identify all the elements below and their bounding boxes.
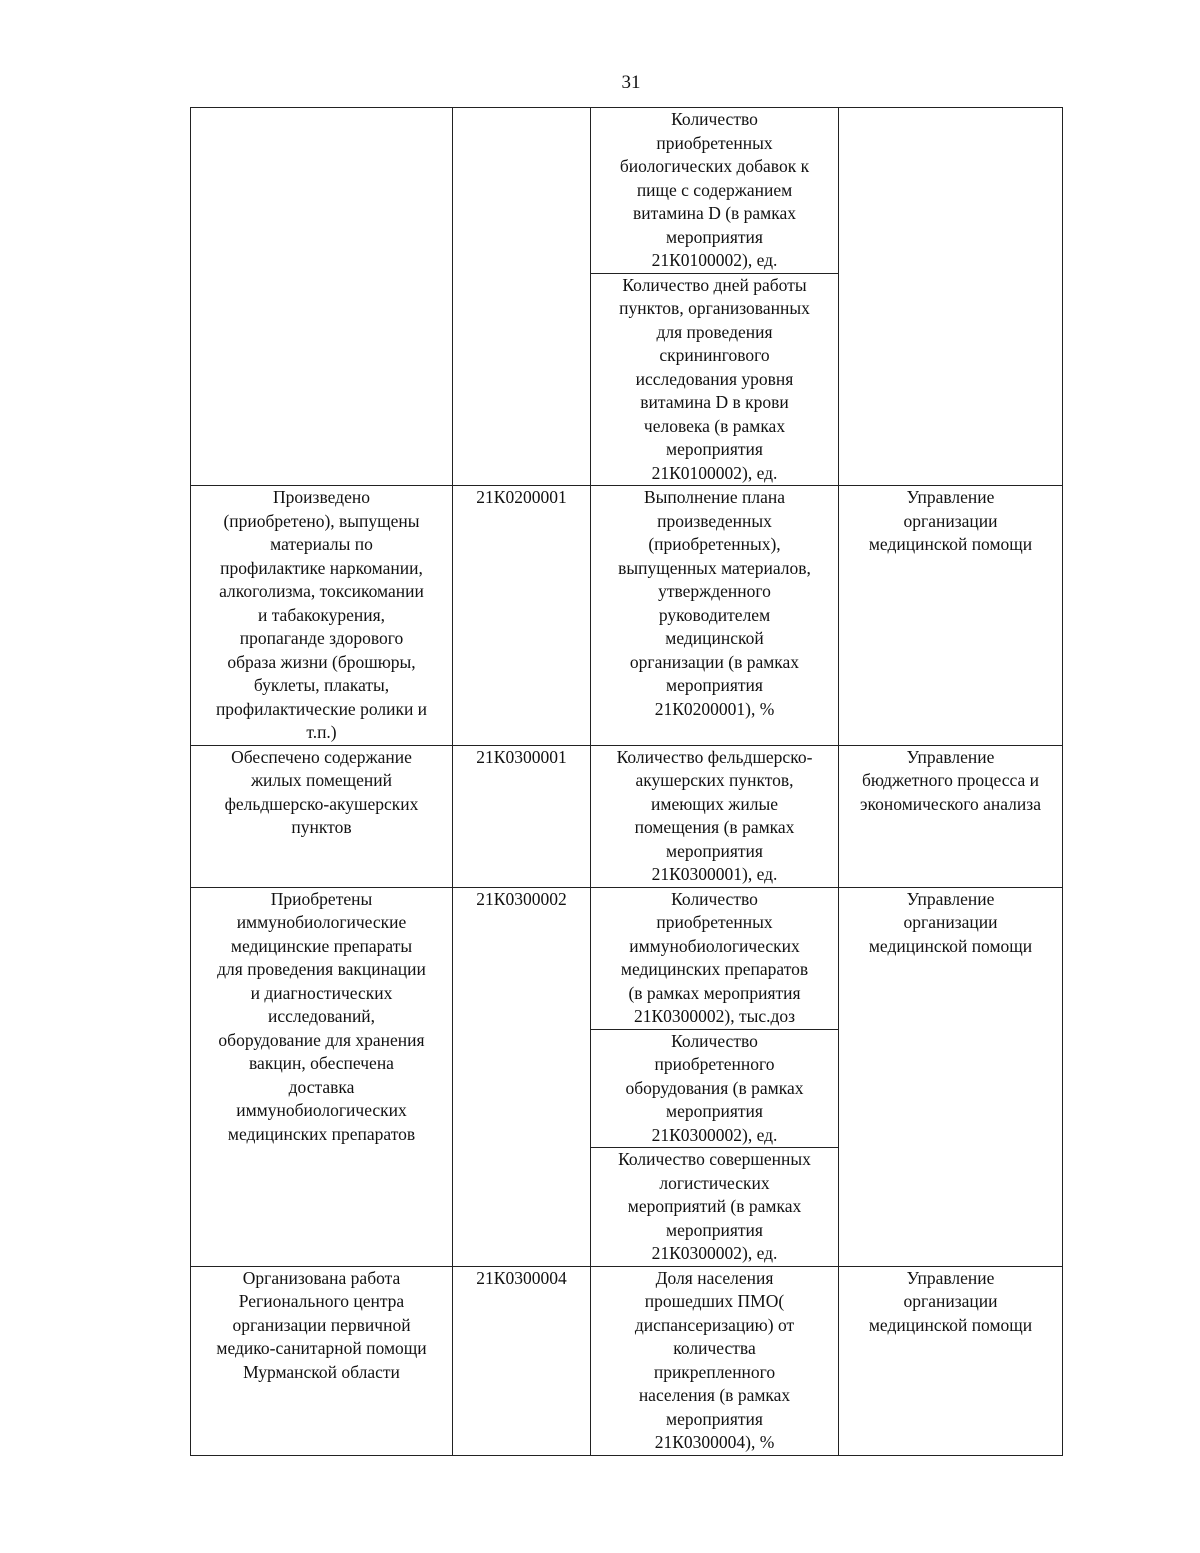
code-cell: 21К0300004 — [453, 1266, 591, 1455]
table-row — [191, 108, 1063, 486]
page-number: 31 — [621, 72, 641, 93]
code-cell: 21К0200001 — [453, 486, 591, 746]
table-row — [191, 745, 1063, 887]
indicators-cell — [591, 486, 839, 746]
indicators-cell — [591, 745, 839, 887]
result-cell: Произведено (приобретено), выпущены материалы по профилактике наркомании, алкоголизма, токсикомании и табакокурения, пропаганде здорового образа жизни (брошюры, буклеты, плакаты, профилактические ролики и т.п.) — [191, 486, 453, 746]
result-cell: Организована работа Регионального центра организации первичной медико-санитарной помощи Мурманской области — [191, 1266, 453, 1455]
results-table — [190, 107, 1063, 1456]
responsible-cell: Управление организации медицинской помощи — [839, 1266, 1063, 1455]
code-cell: 21К0300002 — [453, 887, 591, 1266]
indicator-item: Количество дней работы пунктов, организованных для проведения скринингового исследования уровня витамина D в крови человека (в рамках мероприятия 21К0100002), ед. — [619, 274, 810, 483]
indicator-item: Выполнение плана произведенных (приобретенных), выпущенных материалов, утвержденного руководителем медицинской организации (в рамках мероприятия 21К0200001), % — [618, 487, 811, 719]
code-cell — [453, 108, 591, 486]
indicator-item: Количество приобретенных биологических добавок к пище с содержанием витамина D (в рамках мероприятия 21К0100002), ед. — [591, 108, 838, 274]
indicators-cell — [591, 108, 839, 486]
indicator-item: Доля населения прошедших ПМО( диспансеризацию) от количества прикрепленного населения (в рамках мероприятия 21К0300004), % — [634, 1267, 795, 1452]
indicator-item: Количество приобретенных иммунобиологических медицинских препаратов (в рамках мероприятия 21К0300002), тыс.доз — [591, 888, 838, 1030]
indicator-item: Количество совершенных логистических мероприятий (в рамках мероприятия 21К0300002), ед. — [618, 1149, 811, 1263]
responsible-cell: Управление организации медицинской помощи — [839, 486, 1063, 746]
indicator-item: Количество фельдшерско- акушерских пунктов, имеющих жилые помещения (в рамках мероприятия 21К0300001), ед. — [616, 746, 813, 884]
indicators-cell — [591, 1266, 839, 1455]
result-cell: Приобретены иммунобиологические медицинские препараты для проведения вакцинации и диагностических исследований, оборудование для хранения вакцин, обеспечена доставка иммунобиологических медицинских препаратов — [191, 887, 453, 1266]
responsible-cell: Управление бюджетного процесса и экономического анализа — [839, 745, 1063, 887]
responsible-cell — [839, 108, 1063, 486]
table-row — [191, 887, 1063, 1266]
indicator-item: Количество приобретенного оборудования (в рамках мероприятия 21К0300002), ед. — [591, 1030, 838, 1149]
result-cell — [191, 108, 453, 486]
responsible-cell: Управление организации медицинской помощи — [839, 887, 1063, 1266]
code-cell: 21К0300001 — [453, 745, 591, 887]
table-row — [191, 1266, 1063, 1455]
indicators-cell — [591, 887, 839, 1266]
result-cell: Обеспечено содержание жилых помещений фельдшерско-акушерских пунктов — [191, 745, 453, 887]
table-row — [191, 486, 1063, 746]
